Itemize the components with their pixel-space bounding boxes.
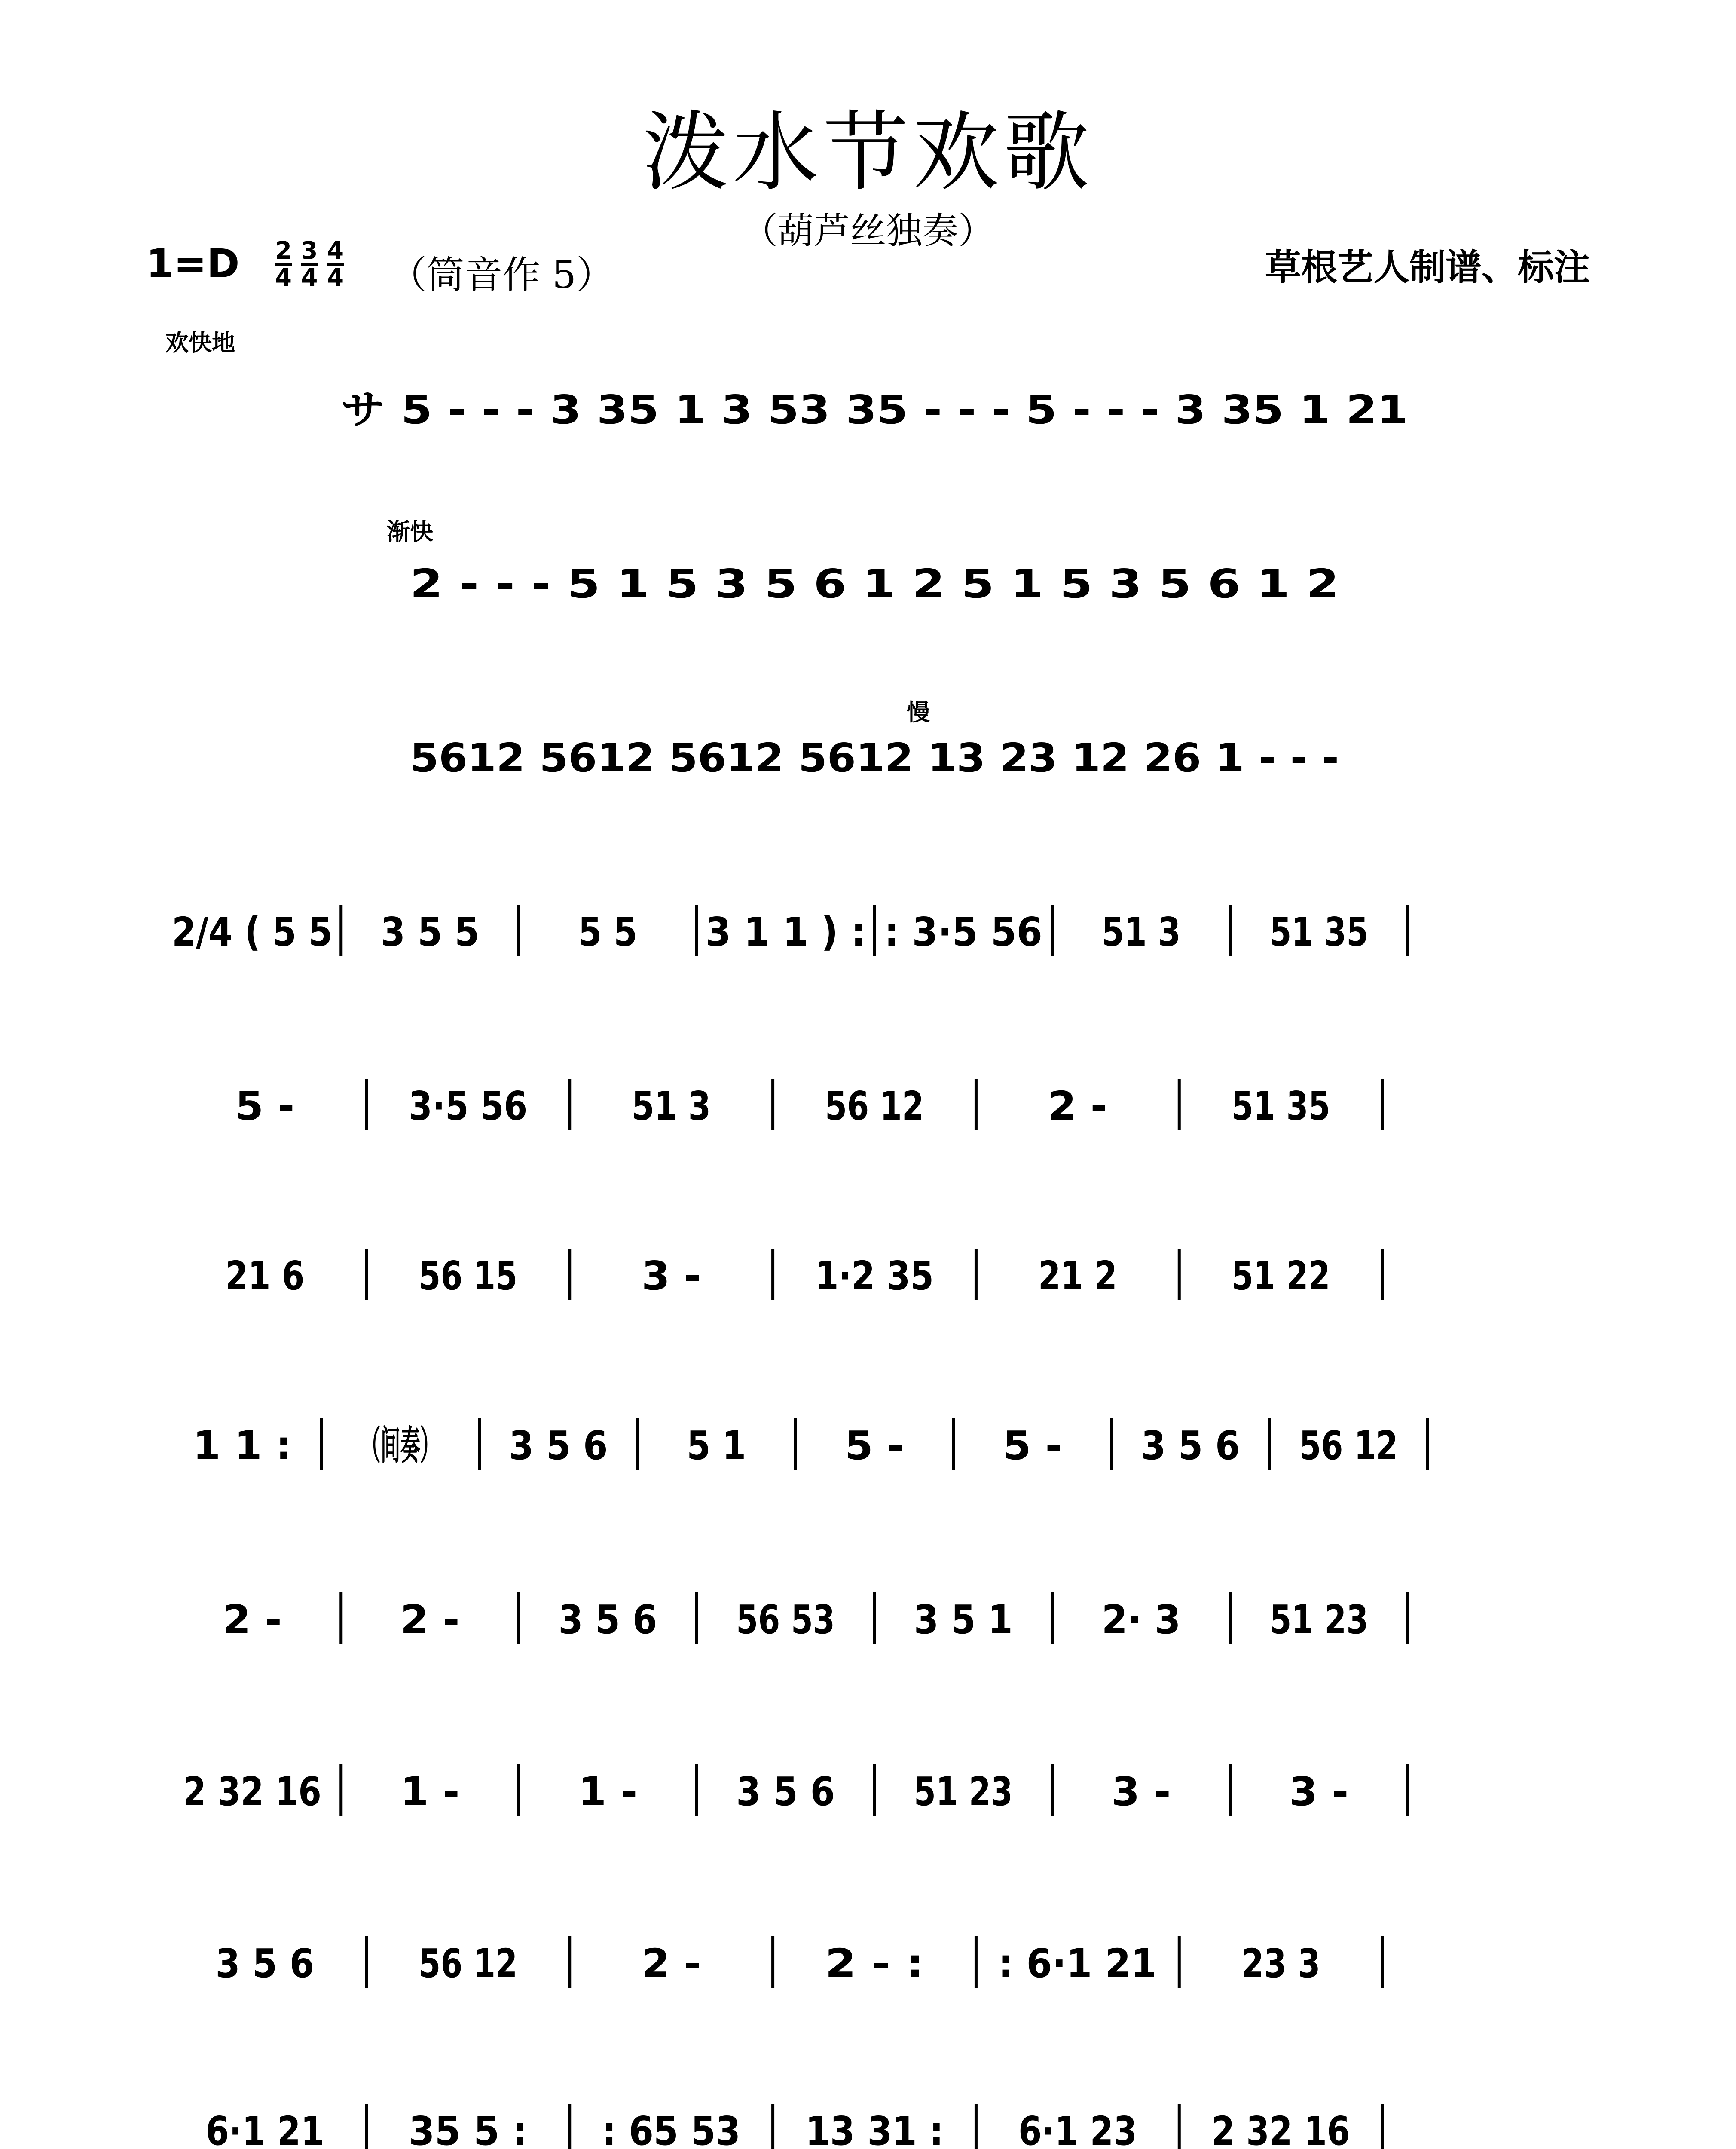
measure-text: 51 3 [1101, 909, 1181, 955]
tempo-slow: 慢 [907, 698, 930, 726]
measure-text: 1 1 : [193, 1423, 292, 1469]
measure-text: 5 5 [578, 909, 638, 955]
tempo-accel: 渐快 [387, 518, 433, 545]
measure-text: 3·5 56 [409, 1083, 528, 1129]
measure-text: 3 1 1 ) : [705, 909, 866, 955]
measure-text: : 3·5 56 [884, 909, 1042, 955]
measure-text: 2 - [1048, 1083, 1107, 1129]
measure-text: 1·2 35 [815, 1253, 934, 1299]
measure-text: 2 - [400, 1597, 460, 1643]
measure-text: 56 12 [1299, 1423, 1398, 1469]
measure-text: サ 5 - - - 3 35 1 3 53 35 - - - 5 - - - 3 35 1 21 [341, 387, 1408, 433]
measure-text: : 6·1 21 [998, 1941, 1157, 1987]
measure-text: 3 5 6 [1141, 1423, 1240, 1469]
measure-text: 3 - [1111, 1769, 1171, 1815]
measure-text: 2 32 16 [183, 1769, 321, 1815]
measure-text: 35 5 : [409, 2108, 528, 2149]
measure-text: 2 32 16 [1211, 2108, 1350, 2149]
measure-text: 3 - [1289, 1769, 1349, 1815]
measure-text: 1 - [400, 1769, 460, 1815]
measure-text: 3 5 6 [509, 1423, 608, 1469]
measure-text: 21 6 [225, 1253, 305, 1299]
measure-text: 3 5 6 [215, 1941, 315, 1987]
measure-text: 5 - [1002, 1423, 1062, 1469]
measure-text: 51 35 [1231, 1083, 1330, 1129]
measure-text: 23 3 [1241, 1941, 1320, 1987]
measure-text: 2/4 ( 5 5 [172, 909, 333, 955]
measure-text: 6·1 23 [1018, 2108, 1137, 2149]
measure-text: （间奏） [361, 1423, 440, 1469]
measure-text: 51 3 [632, 1083, 711, 1129]
measure-text: 56 15 [419, 1253, 518, 1299]
tempo-lively: 欢快地 [165, 329, 235, 356]
measure-text: 2 - - - 5 1 5 3 5 6 1 2 5 1 5 3 5 6 1 2 [410, 561, 1339, 607]
measure-text: 2 - : [825, 1941, 924, 1987]
measure-text: 2 - [642, 1941, 701, 1987]
measure-text: : 65 53 [602, 2108, 741, 2149]
key-signature: 1=D [146, 241, 240, 287]
measure-text: 2· 3 [1101, 1597, 1181, 1643]
measure-text: 3 5 6 [558, 1597, 657, 1643]
measure-text: 56 12 [825, 1083, 924, 1129]
measure-text: 5 1 [687, 1423, 746, 1469]
measure-text: 56 53 [736, 1597, 835, 1643]
measure-text: 21 2 [1038, 1253, 1117, 1299]
measure-text: 3 5 1 [914, 1597, 1013, 1643]
tube-note: （筒音作 5） [389, 253, 614, 297]
measure-text: 5 - [845, 1423, 904, 1469]
measure-text: 51 22 [1231, 1253, 1330, 1299]
measure-text: 6·1 21 [205, 2108, 324, 2149]
measure-text: 5 - [235, 1083, 295, 1129]
song-subtitle: （葫芦丝独奏） [741, 210, 994, 252]
measure-text: 56 12 [419, 1941, 518, 1987]
measure-text: 3 - [642, 1253, 701, 1299]
measure-text: 13 31 : [805, 2108, 944, 2149]
measure-text: 3 5 6 [736, 1769, 835, 1815]
time-signature-3-4: $\frac{3}{4}$ [301, 237, 318, 292]
credit: 草根艺人制谱、标注 [1265, 246, 1590, 288]
measure-text: 5612 5612 5612 5612 13 23 12 26 1 - - - [410, 735, 1339, 781]
measure-text: 51 35 [1269, 909, 1369, 955]
measure-text: 2 - [222, 1597, 282, 1643]
measure-text: 51 23 [1269, 1597, 1369, 1643]
measure-text: 1 - [578, 1769, 638, 1815]
score-lines [172, 387, 1427, 2149]
time-signature-4-4: $\frac{4}{4}$ [327, 237, 344, 292]
measure-text: 3 5 5 [380, 909, 480, 955]
measure-text: 51 23 [914, 1769, 1013, 1815]
time-signature-2-4: $\frac{2}{4}$ [275, 237, 292, 292]
song-title: 泼水节欢歌 [642, 103, 1094, 203]
